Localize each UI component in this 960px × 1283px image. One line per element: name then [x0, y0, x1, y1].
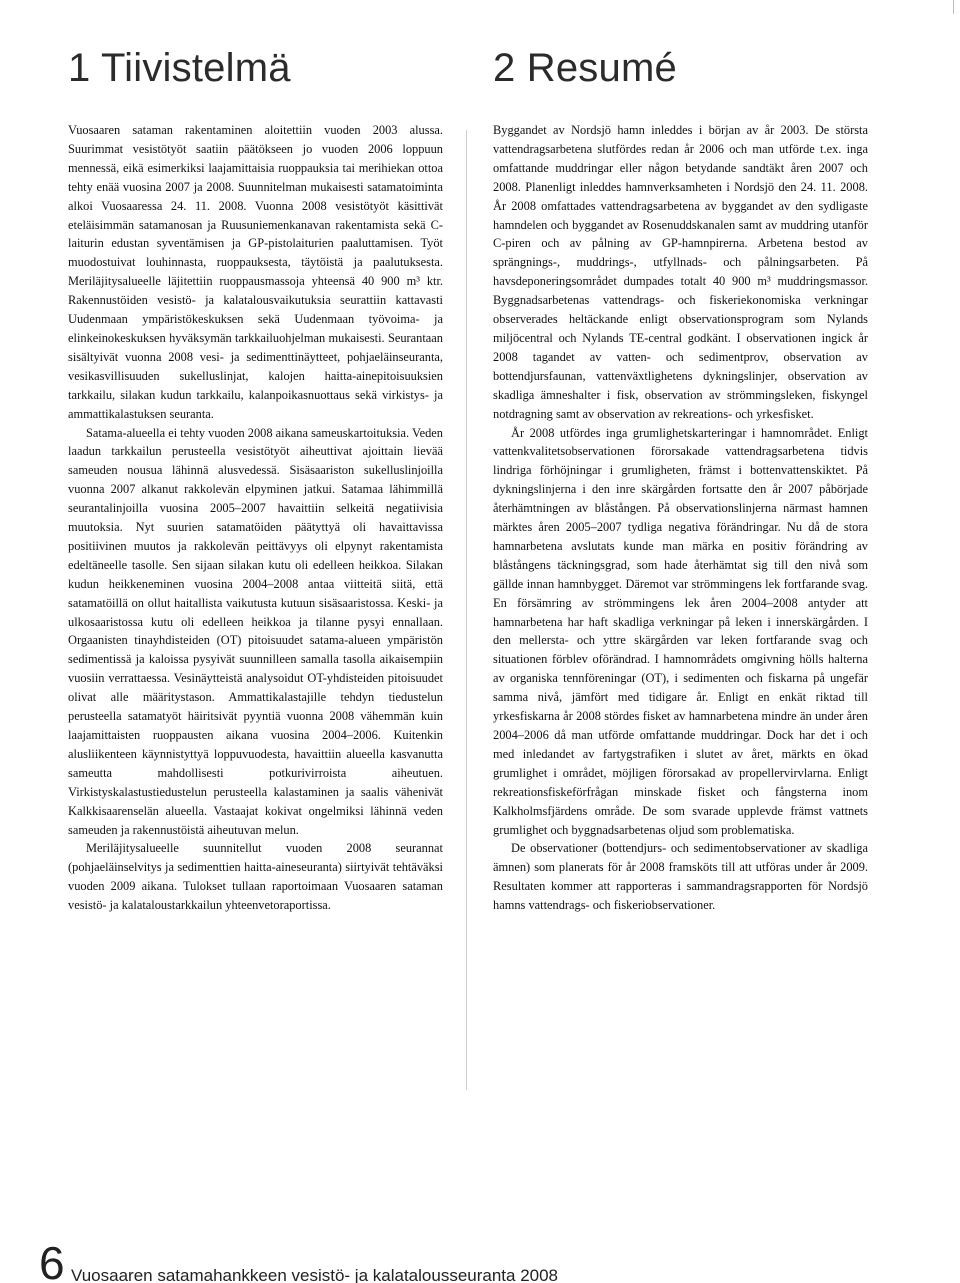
top-edge-rule [953, 0, 954, 14]
finnish-paragraph: Meriläjitysalueelle suunnitellut vuoden 2008 seurannat (pohjaeläinselvitys ja sedimenttien haitta-aineseuranta) siirtyivät tehtäväksi vuoden 2009 aikana. Tulokset tullaan raportoimaan Vuosaaren sataman vesistö- ja kalataloustarkkailun yhteenvetoraportissa. [68, 841, 443, 913]
column-divider [466, 130, 467, 1090]
finnish-section-heading: 1 Tiivistelmä [68, 46, 291, 90]
swedish-paragraph: Byggandet av Nordsjö hamn inleddes i början av år 2003. De största vattendragsarbetena slutfördes redan år 2006 och man utförde t.ex. inga omfattande muddringar eller någon betydande sandtäkt åren 2007 och 2008. Planenligt inleddes hamnverksamheten i Nordsjö den 24. 11. 2008. År 2008 omfattades vattendragsarbetena av byggandet av den sydligaste hamndelen och byggandet av Rosenuddskanalen samt av muddring utanför C-piren och av pålning av GP-hamnpirerna. Arbetena bestod av sprängnings-, muddrings-, utfyllnads- och pålningsarbeten. På havsdeponeringsområdet dumpades totalt 40 900 m³ muddringsmassor. Byggnadsarbetenas vattendrags- och fiskeriekonomiska verkningar observerades heltäckande enligt observationsprogram som Nylands miljöcentral och Nylands TE-central godkänt. I observationen ingick år 2008 tagandet av vatten- och sedimentprov, observation av bottendjursfaunan, vattenväxtlighetens dykningslinjer, observation av skadliga ämneshalter i fisk, observation av strömmingsleken, fiskyngel notdragning samt av observation av rekreations- och yrkesfisket. [493, 123, 868, 421]
swedish-paragraph: De observationer (bottendjurs- och sedimentobservationer av skadliga ämnen) som planerats för år 2008 framsköts till att utföras under år 2009. Resultaten kommer att rapporteras i sammandragsrapporten för Nordsjö hamns vattendrags- och fiskeriobservationer. [493, 841, 868, 913]
finnish-summary-column [68, 121, 443, 915]
finnish-paragraph: Vuosaaren sataman rakentaminen aloitettiin vuoden 2003 alussa. Suurimmat vesistötyöt saatiin päätökseen jo vuoden 2006 loppuun mennessä, eikä esimerkiksi laajamittaisia ruoppauksia tai merihiekan ottoa tehty enää vuosina 2007 ja 2008. Suunnitelman mukaisesti satamatoiminta alkoi Vuosaaressa 24. 11. 2008. Vuonna 2008 vesistötyöt käsittivät eteläisimmän satamanosan ja Ruusuniemenkanavan rakentamista sekä C-laiturin edustan syventämisen ja GP-pistolaiturien paaluttamisen. Työt muodostuivat louhinnasta, ruoppauksesta, täytöistä ja paalutuksesta. Meriläjitysalueelle läjitettiin ruoppausmassoja yhteensä 40 900 m³ ktr. Rakennustöiden vesistö- ja kalatalousvaikutuksia seurattiin kattavasti Uudenmaan ympäristökeskuksen sekä Uudenmaan työvoima- ja elinkeinokeskuksen hyväksymän tarkkailuohjelman mukaisesti. Seurantaan sisältyivät vuonna 2008 vesi- ja sedimenttinäytteet, pohjaeläinseuranta, vesikasvillisuuden sukelluslinjat, kalojen haitta-ainepitoisuuksien tarkkailu, silakan kudun tarkkailu, kalanpoikasnuottaus sekä virkistys- ja ammattikalastuksen seuranta. [68, 123, 443, 421]
swedish-section-heading: 2 Resumé [493, 46, 677, 90]
swedish-summary-column [493, 121, 868, 915]
page-number: 6 [39, 1240, 65, 1283]
page-footer [39, 1240, 619, 1283]
finnish-paragraph: Satama-alueella ei tehty vuoden 2008 aikana sameuskartoituksia. Veden laadun tarkkailun perusteella vesistötyöt aiheuttivat ajoittain lievää sameuden nousua lähinnä alusvedessä. Sisäsaariston sukelluslinjoilla vuonna 2007 alkanut rakkolevän elpyminen jatkui. Satamaa lähimmillä seurantalinjoilla vuosina 2005–2007 havaittiin selkeitä negatiivisia muutoksia. Nyt suurien satamatöiden päätyttyä oli havaittavissa positiivinen muutos ja rakkolevän peittävyys oli elpynyt rakentamista edeltäneelle tasolle. Sen sijaan silakan kutu oli edelleen heikkoa. Silakan kudun heikkeneminen vuosina 2004–2008 antaa viitteitä siitä, että satamatöillä on ollut haitallista vaikutusta kutuun sisäsaaristossa. Keski- ja ulkosaaristossa kutu oli edelleen heikkoa ja tilanne pysyi ennallaan. Orgaanisten tinayhdisteiden (OT) pitoisuudet satama-alueen ympäristön sedimentissä ja kaloissa pysyivät suunnilleen samalla tasolla aikaisempiin vuosiin verrattaessa. Vesinäytteistä analysoidut OT-yhdisteiden pitoisuudet olivat alle määritystason. Ammattikalastajille tehdyn tiedustelun perusteella satamatyöt häiritsivät pyyntiä vuonna 2008 vähemmän kuin laajamittaisten ruoppausten aikana vuosina 2004–2006. Kuitenkin alusliikenteen käynnistyttyä loppuvuodesta, havaittiin alueella kasvanutta sameutta mahdollisesti potkurivirroista aiheutuen. Virkistyskalastustiedustelun perusteella kalastaminen ja saalis vähenivät Kalkkisaarenselän alueella. Vastaajat kokivat ongelmiksi lähinnä veden sameuden ja rakennustöistä aiheutuvan melun. [68, 425, 443, 837]
footer-publication-title: Vuosaaren satamahankkeen vesistö- ja kalatalousseuranta 2008 [71, 1266, 559, 1283]
swedish-paragraph: År 2008 utfördes inga grumlighetskarteringar i hamnområdet. Enligt vattenkvalitetsobservationen förorsakade vattendragsarbetena tidvis lindriga förhöjningar i grumligheten, främst i bottenvattenskiktet. På dykningslinjerna i den inre skärgården fortsatte den år 2007 påbörjade återhämtningen av blåstången. På observationslinjerna närmast hamnen märktes åren 2005–2007 tydliga negativa förändringar. Nu då de stora hamnarbetena avslutats kunde man märka en positiv förändring av blåstångens täckningsgrad, som hade återhämtat sig till den nivå som gällde innan hamnbygget. Däremot var strömmingens lek fortfarande svag. En försämring av strömmingens lek åren 2004–2008 antyder att hamnarbetena har haft skadliga verkningar på leken i innerskärgården. I den mellersta- och yttre skärgården var leken fortfarande svag och situationen förblev oförändrad. I hamnområdets omgivning hölls halterna av organiska tennföreningar (OT), i sedimenten och fiskarna på ungefär samma nivå, jämfört med tidigare år. Enligt en enkät riktad till yrkesfiskarna år 2008 stördes fisket av hamnarbetena mindre än under åren 2004–2006 då man utförde omfattande muddringar. Dock har det i och med inledandet av fartygstrafiken i slutet av året, märkts en ökad grumlighet i området, möjligen förorsakad av propellervirvlarna. Enligt rekreationsfiskeförfrågan minskade fisket och fångsterna inom Kalkholmsfjärdens område. De som svarade upplevde främst vattnets grumlighet och byggnadsarbetenas oljud som problematiska. [493, 425, 868, 837]
